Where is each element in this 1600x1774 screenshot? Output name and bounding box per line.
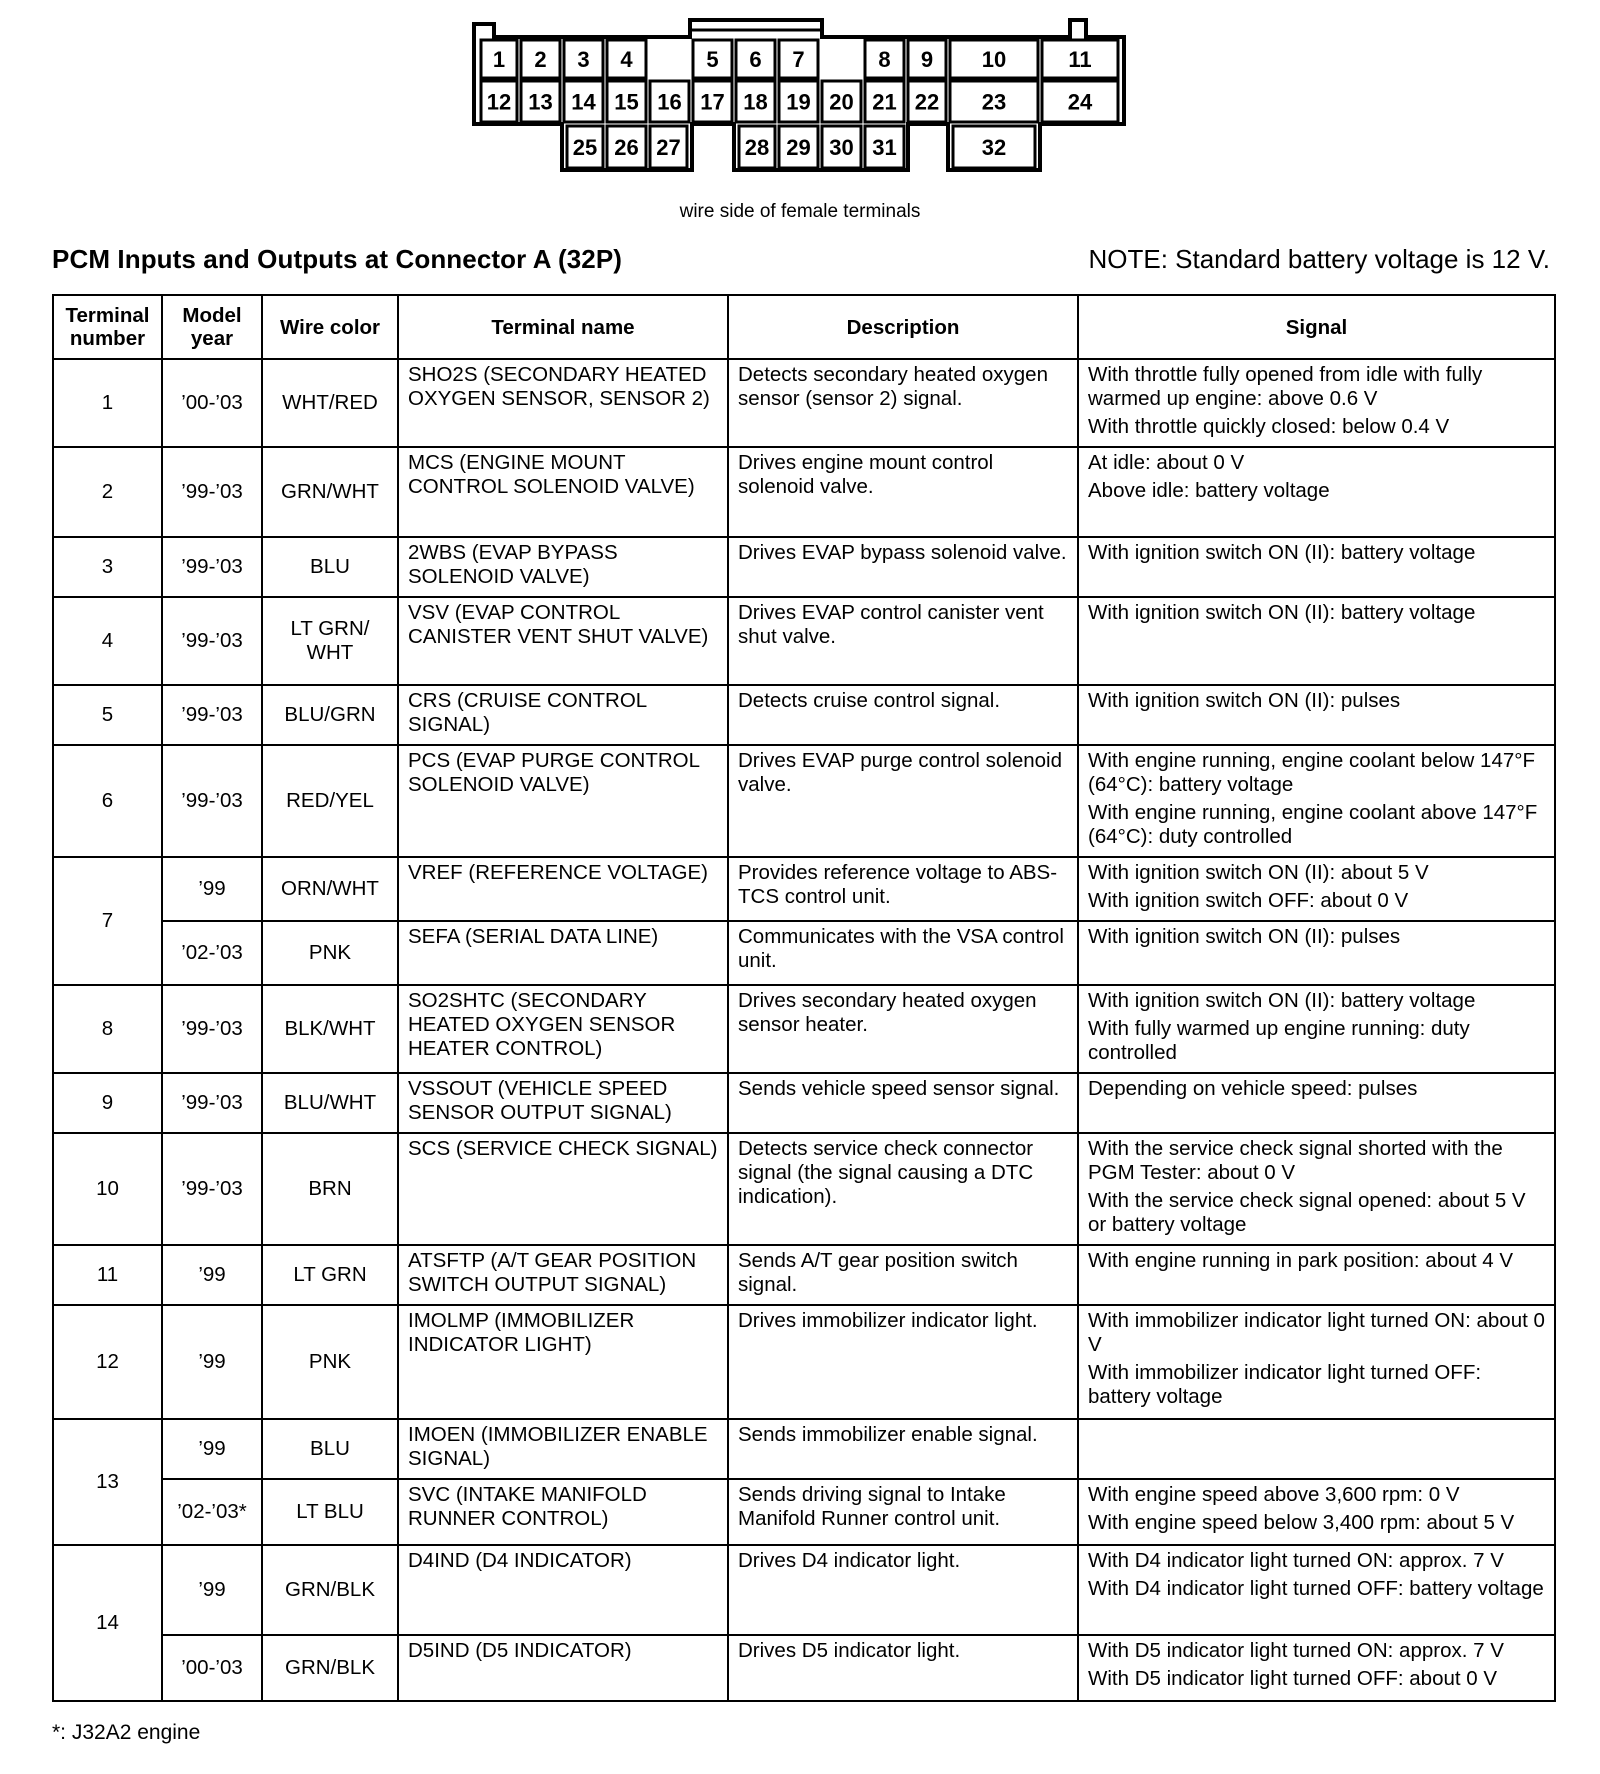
footnote: *: J32A2 engine	[52, 1721, 201, 1744]
cell-wire-color: GRN/WHT	[262, 447, 398, 537]
connector-pin-label: 28	[744, 135, 770, 160]
connector-pin-label: 27	[656, 135, 681, 160]
signal-line: With the service check signal shorted with the PGM Tester: about 0 V	[1088, 1137, 1503, 1184]
col-terminal-name: Terminal name	[398, 295, 728, 359]
table-row	[53, 1305, 1555, 1419]
signal-line: With throttle quickly closed: below 0.4 V	[1088, 415, 1450, 438]
cell-signal	[1078, 537, 1555, 597]
cell-model-year: ’99	[162, 1419, 262, 1479]
table-row	[53, 447, 1555, 537]
cell-terminal-name: IMOEN (IMMOBILIZER ENABLE SIGNAL)	[398, 1419, 728, 1479]
cell-terminal-name: VREF (REFERENCE VOLTAGE)	[398, 857, 728, 921]
table-row	[53, 985, 1555, 1073]
cell-signal	[1078, 685, 1555, 745]
connector-pin-label: 1	[492, 47, 506, 72]
signal-line: With D5 indicator light turned ON: approx. 7 V	[1088, 1639, 1504, 1662]
cell-signal	[1078, 1479, 1555, 1545]
cell-terminal-number: 4	[53, 597, 162, 685]
table-row	[53, 537, 1555, 597]
cell-terminal-name: MCS (ENGINE MOUNT CONTROL SOLENOID VALVE)	[398, 447, 728, 537]
cell-terminal-number: 10	[53, 1133, 162, 1245]
table-row	[53, 597, 1555, 685]
cell-terminal-number: 8	[53, 985, 162, 1073]
connector-pin-label: 10	[981, 47, 1007, 72]
cell-terminal-name: VSV (EVAP CONTROL CANISTER VENT SHUT VALVE)	[398, 597, 728, 685]
cell-description: Drives immobilizer indicator light.	[728, 1305, 1078, 1419]
cell-wire-color: BLK/WHT	[262, 985, 398, 1073]
col-terminal-number: Terminal number	[53, 295, 162, 359]
signal-line: With D4 indicator light turned OFF: battery voltage	[1088, 1577, 1544, 1600]
cell-terminal-number: 13	[53, 1419, 162, 1545]
signal-line: With engine running, engine coolant below 147°F (64°C): battery voltage	[1088, 749, 1535, 796]
connector-pin-label: 9	[920, 47, 934, 72]
cell-signal	[1078, 1419, 1555, 1479]
cell-wire-color: BLU	[262, 1419, 398, 1479]
cell-wire-color: LT GRN/ WHT	[262, 597, 398, 685]
signal-line: With ignition switch ON (II): battery voltage	[1088, 989, 1476, 1012]
signal-line: With D4 indicator light turned ON: approx. 7 V	[1088, 1549, 1504, 1572]
connector-pin-label: 32	[981, 135, 1007, 160]
cell-description: Drives EVAP bypass solenoid valve.	[728, 537, 1078, 597]
connector-pin-label: 19	[786, 89, 811, 115]
connector-pin-label: 4	[620, 47, 633, 72]
connector-pin-label: 17	[700, 89, 725, 115]
signal-line: At idle: about 0 V	[1088, 451, 1245, 474]
connector-pin-label: 31	[872, 135, 897, 160]
connector-pin-label: 5	[706, 47, 719, 72]
cell-model-year: ’00-’03	[162, 359, 262, 447]
cell-description: Detects service check connector signal (the signal causing a DTC indication).	[728, 1133, 1078, 1245]
cell-wire-color: BLU	[262, 537, 398, 597]
cell-terminal-name: SCS (SERVICE CHECK SIGNAL)	[398, 1133, 728, 1245]
cell-description: Provides reference voltage to ABS-TCS control unit.	[728, 857, 1078, 921]
table-row	[53, 857, 1555, 921]
cell-wire-color: GRN/BLK	[262, 1635, 398, 1701]
cell-signal	[1078, 597, 1555, 685]
connector-pin-label: 6	[749, 47, 762, 72]
cell-terminal-number: 11	[53, 1245, 162, 1305]
cell-wire-color: BLU/GRN	[262, 685, 398, 745]
cell-signal	[1078, 1635, 1555, 1701]
table-row	[53, 1133, 1555, 1245]
cell-terminal-number: 14	[53, 1545, 162, 1701]
cell-terminal-name: SO2SHTC (SECONDARY HEATED OXYGEN SENSOR HEATER CONTROL)	[398, 985, 728, 1073]
cell-model-year: ’99-’03	[162, 597, 262, 685]
cell-terminal-name: SVC (INTAKE MANIFOLD RUNNER CONTROL)	[398, 1479, 728, 1545]
signal-line: With ignition switch ON (II): about 5 V	[1088, 861, 1429, 884]
signal-line: With engine speed above 3,600 rpm: 0 V	[1088, 1483, 1460, 1506]
signal-line: With the service check signal opened: about 5 V or battery voltage	[1088, 1189, 1526, 1236]
table-row	[53, 1479, 1555, 1545]
cell-description: Drives secondary heated oxygen sensor heater.	[728, 985, 1078, 1073]
cell-wire-color: GRN/BLK	[262, 1545, 398, 1635]
col-description: Description	[728, 295, 1078, 359]
table-row	[53, 1635, 1555, 1701]
col-signal: Signal	[1078, 295, 1555, 359]
cell-terminal-name: VSSOUT (VEHICLE SPEED SENSOR OUTPUT SIGNAL)	[398, 1073, 728, 1133]
connector-pin-label: 25	[572, 135, 598, 160]
cell-description: Detects secondary heated oxygen sensor (sensor 2) signal.	[728, 359, 1078, 447]
cell-model-year: ’99-’03	[162, 447, 262, 537]
cell-terminal-name: SHO2S (SECONDARY HEATED OXYGEN SENSOR, SENSOR 2)	[398, 359, 728, 447]
cell-model-year: ’00-’03	[162, 1635, 262, 1701]
signal-line: Depending on vehicle speed: pulses	[1088, 1077, 1418, 1100]
cell-description: Sends vehicle speed sensor signal.	[728, 1073, 1078, 1133]
cell-description: Drives engine mount control solenoid valve.	[728, 447, 1078, 537]
connector-pin-label: 13	[528, 89, 553, 115]
cell-wire-color: RED/YEL	[262, 745, 398, 857]
cell-wire-color: WHT/RED	[262, 359, 398, 447]
cell-terminal-name: IMOLMP (IMMOBILIZER INDICATOR LIGHT)	[398, 1305, 728, 1419]
cell-terminal-name: D4IND (D4 INDICATOR)	[398, 1545, 728, 1635]
table-row	[53, 1245, 1555, 1305]
connector-pin-label: 15	[614, 89, 639, 115]
signal-line: With fully warmed up engine running: duty controlled	[1088, 1017, 1470, 1064]
signal-line: With ignition switch ON (II): battery voltage	[1088, 541, 1476, 564]
cell-signal	[1078, 857, 1555, 921]
cell-signal	[1078, 1305, 1555, 1419]
connector-pin-label: 26	[614, 135, 639, 160]
cell-model-year: ’99	[162, 1305, 262, 1419]
table-row	[53, 745, 1555, 857]
signal-line: With immobilizer indicator light turned OFF: battery voltage	[1088, 1361, 1482, 1408]
cell-model-year: ’99	[162, 1545, 262, 1635]
cell-terminal-name: 2WBS (EVAP BYPASS SOLENOID VALVE)	[398, 537, 728, 597]
cell-signal	[1078, 1073, 1555, 1133]
cell-signal	[1078, 359, 1555, 447]
cell-terminal-name: PCS (EVAP PURGE CONTROL SOLENOID VALVE)	[398, 745, 728, 857]
col-model-year: Model year	[162, 295, 262, 359]
signal-line: Above idle: battery voltage	[1088, 479, 1330, 502]
cell-wire-color: PNK	[262, 1305, 398, 1419]
cell-wire-color: LT GRN	[262, 1245, 398, 1305]
table-row	[53, 1545, 1555, 1635]
cell-terminal-number: 12	[53, 1305, 162, 1419]
table-row	[53, 1073, 1555, 1133]
cell-terminal-name: ATSFTP (A/T GEAR POSITION SWITCH OUTPUT SIGNAL)	[398, 1245, 728, 1305]
cell-wire-color: PNK	[262, 921, 398, 985]
signal-line: With engine speed below 3,400 rpm: about 5 V	[1088, 1511, 1515, 1534]
page-title: PCM Inputs and Outputs at Connector A (32P)	[52, 244, 623, 274]
cell-terminal-number: 3	[53, 537, 162, 597]
cell-description: Drives EVAP control canister vent shut valve.	[728, 597, 1078, 685]
cell-description: Drives D5 indicator light.	[728, 1635, 1078, 1701]
cell-terminal-name: CRS (CRUISE CONTROL SIGNAL)	[398, 685, 728, 745]
cell-description: Drives D4 indicator light.	[728, 1545, 1078, 1635]
connector-pin-label: 29	[786, 135, 811, 160]
signal-line: With ignition switch OFF: about 0 V	[1088, 889, 1409, 912]
cell-description: Detects cruise control signal.	[728, 685, 1078, 745]
signal-line: With engine running in park position: about 4 V	[1088, 1249, 1514, 1272]
cell-signal	[1078, 1545, 1555, 1635]
cell-terminal-number: 1	[53, 359, 162, 447]
connector-pin-label: 7	[792, 47, 805, 72]
cell-wire-color: LT BLU	[262, 1479, 398, 1545]
connector-pin-label: 11	[1068, 47, 1092, 72]
cell-model-year: ’99	[162, 857, 262, 921]
connector-caption: wire side of female terminals	[679, 201, 921, 222]
cell-wire-color: BLU/WHT	[262, 1073, 398, 1133]
connector-pin-label: 14	[571, 89, 596, 115]
cell-description: Communicates with the VSA control unit.	[728, 921, 1078, 985]
cell-terminal-name: D5IND (D5 INDICATOR)	[398, 1635, 728, 1701]
cell-model-year: ’99-’03	[162, 685, 262, 745]
connector-pin-label: 23	[981, 89, 1007, 115]
connector-pin-label: 16	[657, 89, 682, 115]
col-wire-color: Wire color	[262, 295, 398, 359]
connector-pin-label: 22	[914, 89, 940, 115]
cell-signal	[1078, 1245, 1555, 1305]
table-header-row	[53, 295, 1555, 359]
table-row	[53, 359, 1555, 447]
cell-model-year: ’99-’03	[162, 1073, 262, 1133]
signal-line: With D5 indicator light turned OFF: about 0 V	[1088, 1667, 1498, 1690]
battery-note: NOTE: Standard battery voltage is 12 V.	[1088, 244, 1550, 274]
cell-terminal-name: SEFA (SERIAL DATA LINE)	[398, 921, 728, 985]
table-row	[53, 1419, 1555, 1479]
connector-pin-label: 2	[534, 47, 547, 72]
connector-diagram	[0, 0, 1600, 190]
cell-wire-color: BRN	[262, 1133, 398, 1245]
signal-line: With engine running, engine coolant above 147°F (64°C): duty controlled	[1088, 801, 1538, 848]
signal-line: With throttle fully opened from idle with fully warmed up engine: above 0.6 V	[1088, 363, 1483, 410]
connector-pin-label: 18	[743, 89, 768, 115]
cell-signal	[1078, 447, 1555, 537]
cell-model-year: ’99-’03	[162, 985, 262, 1073]
cell-description: Sends driving signal to Intake Manifold Runner control unit.	[728, 1479, 1078, 1545]
cell-description: Sends A/T gear position switch signal.	[728, 1245, 1078, 1305]
cell-signal	[1078, 745, 1555, 857]
signal-line: With immobilizer indicator light turned ON: about 0 V	[1088, 1309, 1545, 1356]
cell-terminal-number: 6	[53, 745, 162, 857]
connector-pin-label: 3	[577, 47, 590, 72]
cell-signal	[1078, 1133, 1555, 1245]
signal-line: With ignition switch ON (II): pulses	[1088, 925, 1401, 948]
signal-line: With ignition switch ON (II): battery voltage	[1088, 601, 1476, 624]
cell-signal	[1078, 985, 1555, 1073]
connector-pin-label: 20	[829, 89, 854, 115]
connector-pin-label: 24	[1067, 89, 1093, 115]
cell-model-year: ’99	[162, 1245, 262, 1305]
connector-pin-label: 30	[829, 135, 854, 160]
cell-wire-color: ORN/WHT	[262, 857, 398, 921]
signal-line: With ignition switch ON (II): pulses	[1088, 689, 1401, 712]
table-row	[53, 921, 1555, 985]
cell-signal	[1078, 921, 1555, 985]
cell-description: Drives EVAP purge control solenoid valve.	[728, 745, 1078, 857]
cell-description: Sends immobilizer enable signal.	[728, 1419, 1078, 1479]
connector-pin-label: 12	[486, 89, 512, 115]
cell-terminal-number: 9	[53, 1073, 162, 1133]
cell-model-year: ’99-’03	[162, 537, 262, 597]
connector-pin-label: 21	[872, 89, 897, 115]
cell-model-year: ’02-’03	[162, 921, 262, 985]
cell-terminal-number: 2	[53, 447, 162, 537]
cell-model-year: ’99-’03	[162, 745, 262, 857]
cell-terminal-number: 5	[53, 685, 162, 745]
table-row	[53, 685, 1555, 745]
pcm-table	[52, 294, 1556, 1702]
cell-model-year: ’99-’03	[162, 1133, 262, 1245]
connector-pin-label: 8	[878, 47, 891, 72]
cell-model-year: ’02-’03*	[162, 1479, 262, 1545]
cell-terminal-number: 7	[53, 857, 162, 985]
